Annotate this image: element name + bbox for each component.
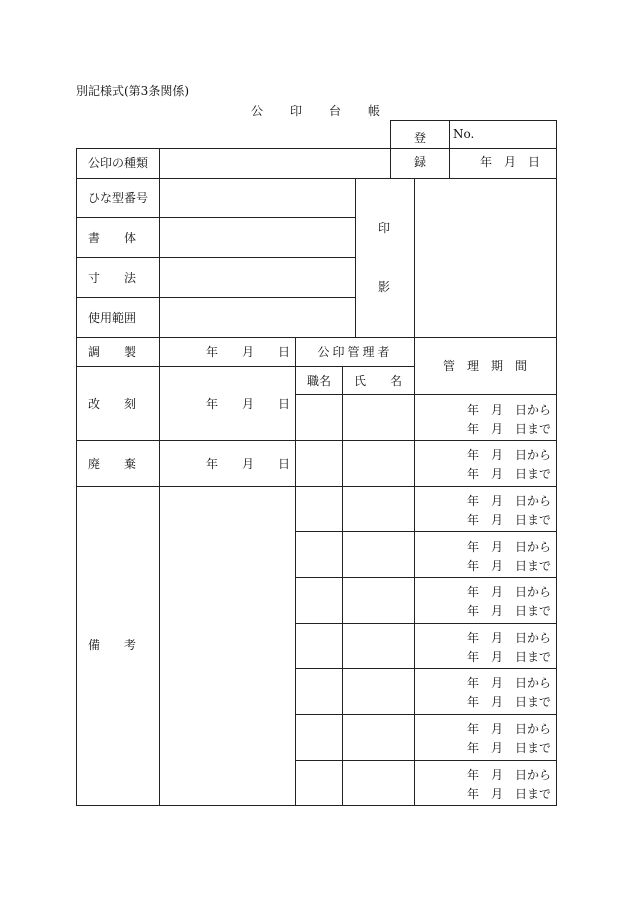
biko-label: 備 考 — [88, 638, 137, 652]
registration-label-top: 登 — [413, 131, 427, 145]
shotai-label: 書 体 — [88, 231, 137, 245]
kaikoku-label: 改 刻 — [88, 397, 137, 411]
period-to: 年 月 日まで — [467, 467, 552, 481]
period-to: 年 月 日まで — [467, 604, 552, 618]
kanri-kikan-label: 管 理 期 間 — [442, 359, 528, 373]
kaikoku-date: 年 月 日 — [205, 397, 291, 411]
kanrisha-label: 公印管理者 — [317, 345, 393, 359]
period-from: 年 月 日から — [467, 403, 552, 417]
chosei-date: 年 月 日 — [205, 345, 291, 359]
shimei-label: 氏 名 — [353, 374, 403, 388]
registration-no-label: No. — [453, 127, 475, 141]
seal-type-label: 公印の種類 — [88, 156, 149, 170]
period-to: 年 月 日まで — [467, 787, 552, 801]
haiki-date: 年 月 日 — [205, 457, 291, 471]
period-from: 年 月 日から — [467, 722, 552, 736]
inei-label-top: 印 — [377, 221, 391, 235]
period-to: 年 月 日まで — [467, 650, 552, 664]
period-to: 年 月 日まで — [467, 513, 552, 527]
period-to: 年 月 日まで — [467, 559, 552, 573]
sunpo-label: 寸 法 — [88, 271, 137, 285]
inei-label-bottom: 影 — [377, 280, 391, 294]
period-from: 年 月 日から — [467, 540, 552, 554]
registration-label-bottom: 録 — [413, 155, 427, 169]
haiki-label: 廃 棄 — [88, 457, 137, 471]
period-from: 年 月 日から — [467, 585, 552, 599]
form-note: 別記様式(第3条関係) — [76, 84, 189, 98]
shiyo-label: 使用範囲 — [88, 311, 137, 325]
period-from: 年 月 日から — [467, 676, 552, 690]
period-to: 年 月 日まで — [467, 422, 552, 436]
period-from: 年 月 日から — [467, 768, 552, 782]
period-from: 年 月 日から — [467, 631, 552, 645]
period-from: 年 月 日から — [467, 448, 552, 462]
registration-date: 年 月 日 — [479, 155, 541, 169]
hinagata-label: ひな型番号 — [88, 191, 149, 205]
period-to: 年 月 日まで — [467, 741, 552, 755]
page-title: 公 印 台 帳 — [250, 104, 382, 118]
chosei-label: 調 製 — [88, 345, 137, 359]
shokumei-label: 職名 — [306, 374, 332, 388]
period-from: 年 月 日から — [467, 494, 552, 508]
period-to: 年 月 日まで — [467, 695, 552, 709]
